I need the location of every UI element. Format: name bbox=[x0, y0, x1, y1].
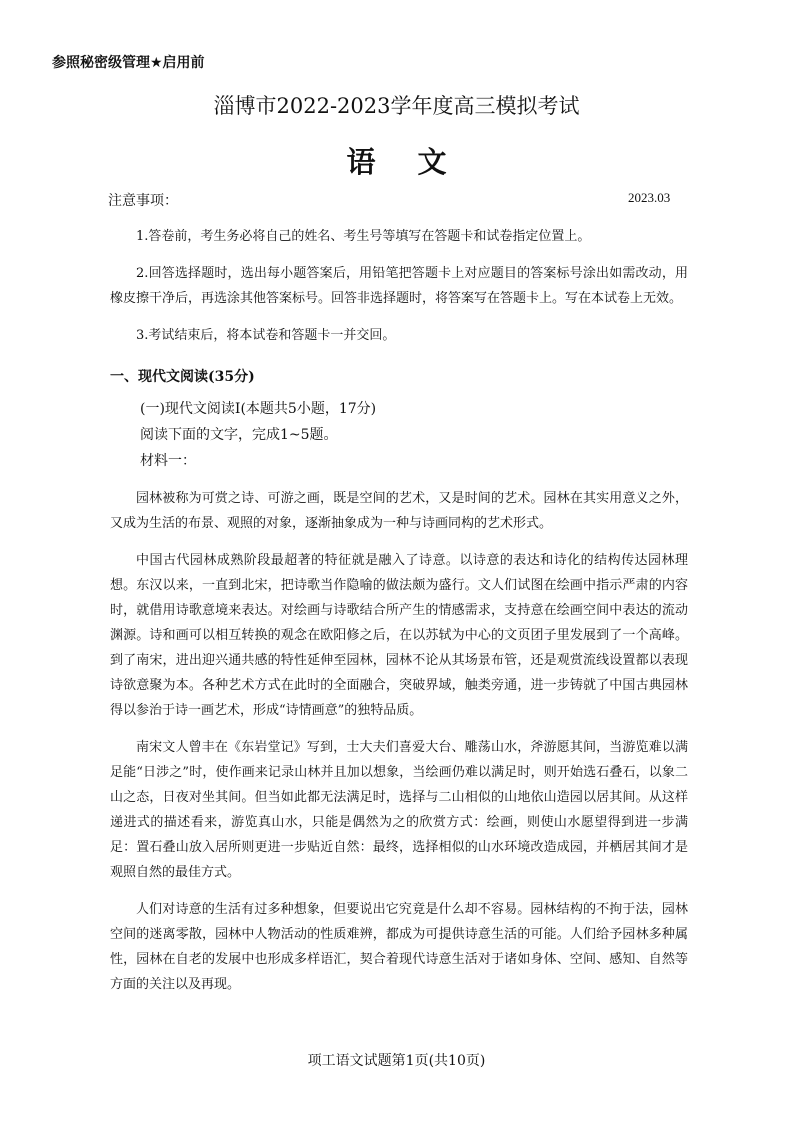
instruction-1: 1.答卷前，考生务必将自己的姓名、考生号等填写在答题卡和试卷指定位置上。 bbox=[136, 229, 591, 244]
confidentiality-label: 参照秘密级管理★启用前 bbox=[52, 55, 205, 71]
material-label: 材料一： bbox=[140, 453, 196, 469]
passage-paragraph-2: 中国古代园林成熟阶段最超著的特征就是融入了诗意。以诗意的表达和诗化的结构传达园林理想。东汉以来，一直到北宋，把诗歌当作隐喻的做法颇为盛行。文人们试图在绘画中指示严肃的内容时，就借用诗歌意境来表达。对绘画与诗歌结合所产生的情感需求，支持意在绘画空间中表达的流动渊源。诗和画可以相互转换的观念在欧阳修之后，在以苏轼为中心的文页团子里发展到了一个高峰。到了南宋，进出迎兴通共感的特性延伸至园林，园林不论从其场景布管，还是观赏流线设置都以表现诗欲意聚为本。各种艺术方式在此时的全面融合，突破界域，触类旁通，进一步铸就了中国古典园林得以参治于诗一画艺术，形成“诗情画意”的独特品质。 bbox=[110, 553, 688, 718]
reading-directions: 阅读下面的文字，完成1~5题。 bbox=[140, 427, 338, 443]
instruction-2: 2.回答选择题时，选出每小题答案后，用铅笔把答题卡上对应题目的答案标号涂出如需改动，用橡皮擦干净后，再选涂其他答案标号。回答非选择题时，将答案写在答题卡上。写在本试卷上无效。 bbox=[110, 266, 688, 306]
notes-label: 注意事项： bbox=[108, 193, 178, 209]
page-footer: 项工语文试题第1页(共10页) bbox=[307, 1053, 486, 1069]
sub-section-heading: (一)现代文阅读Ⅰ(本题共5小题，17分) bbox=[140, 401, 377, 417]
exam-date: 2023.03 bbox=[628, 190, 671, 205]
section-heading: 一、现代文阅读(35分) bbox=[110, 369, 255, 385]
instruction-3: 3.考试结束后，将本试卷和答题卡一并交回。 bbox=[136, 328, 396, 343]
exam-title: 淄博市2022-2023学年度高三模拟考试 bbox=[213, 94, 580, 118]
page-content bbox=[110, 218, 688, 997]
passage-paragraph-1: 园林被称为可赏之诗、可游之画，既是空间的艺术，又是时间的艺术。园林在其实用意义之外，又成为生活的布景、观照的对象，逐渐抽象成为一种与诗画同构的艺术形式。 bbox=[110, 491, 688, 531]
subject-title: 语 文 bbox=[346, 145, 463, 179]
passage-paragraph-4: 人们对诗意的生活有过多种想象，但要说出它究竟是什么却不容易。园林结构的不拘于法，园林空间的迷离零散，园林中人物活动的性质难辨，都成为可提供诗意生活的可能。人们给予园林多种属性，园林在自老的发展中也形成多样语汇，契合着现代诗意生活对于诸如身体、空间、感知、自然等方面的关注以及再现。 bbox=[110, 902, 688, 992]
passage-paragraph-3: 南宋文人曾丰在《东岩堂记》写到，士大夫们喜爱大台、雕荡山水，斧游愿其间，当游览难以满足能“日涉之”时，使作画来记录山林并且加以想象，当绘画仍难以满足时，则开始选石叠石，以象二山之态，日夜对坐其间。但当如此都无法满足时，选择与二山相似的山地依山造园以居其间。从这样递进式的描述看来，游览真山水，只能是偶然为之的欣赏方式：绘画，则使山水愿望得到进一步满足：置石叠山放入居所则更进一步贴近自然：最终，选择相似的山水环境改造成园，并栖居其间才是观照自然的最佳方式。 bbox=[110, 740, 688, 880]
